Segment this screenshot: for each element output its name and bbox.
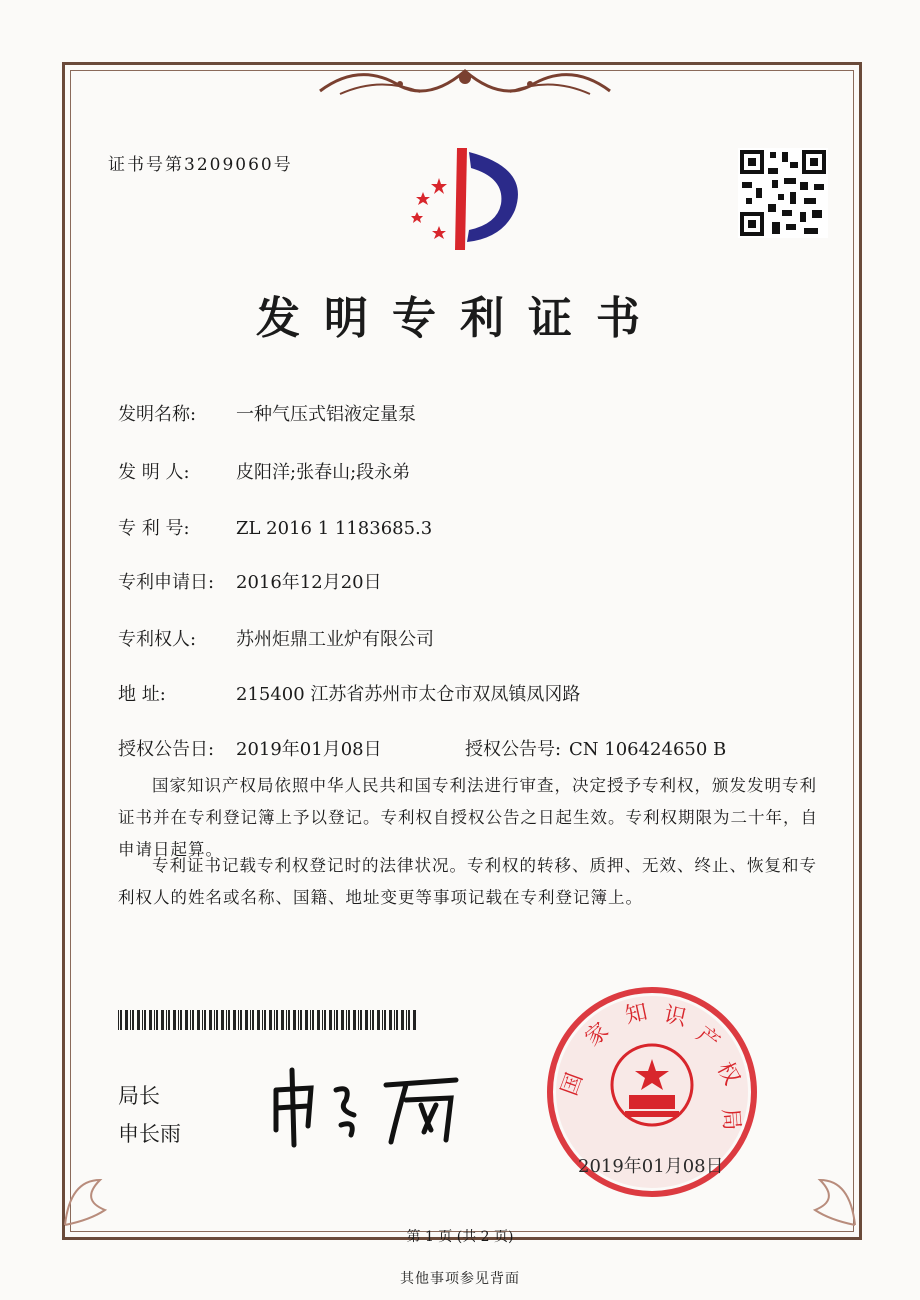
field-label: 发 明 人: bbox=[118, 462, 190, 483]
field-inventors bbox=[118, 458, 410, 484]
field-patent-number bbox=[118, 514, 432, 540]
field-label: 授权公告日: bbox=[118, 739, 215, 760]
barcode bbox=[118, 1010, 418, 1030]
paragraph-legal-status: 专利证书记载专利权登记时的法律状况。专利权的转移、质押、无效、终止、恢复和专利权人的姓名或名称、国籍、地址变更等事项记载在专利登记簿上。 bbox=[118, 856, 817, 907]
field-invention-name bbox=[118, 400, 416, 426]
patent-office-logo bbox=[395, 138, 525, 258]
document-title: 发明专利证书 bbox=[256, 293, 664, 344]
field-label: 地 址: bbox=[118, 684, 166, 705]
field-filing-date bbox=[118, 568, 382, 594]
svg-text:产: 产 bbox=[691, 1022, 725, 1056]
bottom-right-ornament bbox=[770, 1140, 860, 1230]
field-value: 皮阳洋;张春山;段永弟 bbox=[236, 462, 411, 483]
page-number: 第 1 页 (共 2 页) bbox=[406, 1229, 514, 1245]
field-value: CN 106424650 B bbox=[569, 739, 727, 760]
certificate-number: 证书号第3209060号 bbox=[108, 155, 293, 175]
paragraph-grant: 国家知识产权局依照中华人民共和国专利法进行审查，决定授予专利权，颁发发明专利证书并在专利登记簿上予以登记。专利权自授权公告之日起生效。专利权期限为二十年，自申请日起算。 bbox=[118, 776, 818, 859]
director-title: 局长 bbox=[118, 1084, 160, 1108]
svg-text:国: 国 bbox=[557, 1069, 589, 1100]
svg-text:知: 知 bbox=[623, 999, 650, 1029]
bottom-left-ornament bbox=[60, 1140, 150, 1230]
qr-code bbox=[738, 148, 828, 238]
field-grant-number bbox=[465, 735, 726, 761]
field-patentee bbox=[118, 625, 434, 651]
director-name: 申长雨 bbox=[118, 1122, 181, 1146]
svg-text:局: 局 bbox=[717, 1107, 744, 1132]
field-value: 苏州炬鼎工业炉有限公司 bbox=[236, 629, 434, 650]
svg-text:权: 权 bbox=[711, 1058, 745, 1090]
handwritten-signature bbox=[256, 1060, 476, 1150]
field-label: 专 利 号: bbox=[118, 518, 190, 539]
field-value: 一种气压式铝液定量泵 bbox=[236, 404, 416, 425]
field-value: 2019年01月08日 bbox=[236, 739, 382, 760]
field-label: 发明名称: bbox=[118, 404, 197, 425]
field-address bbox=[118, 680, 580, 706]
field-label: 授权公告号: bbox=[465, 739, 562, 760]
field-value: ZL 2016 1 1183685.3 bbox=[236, 518, 433, 539]
top-ornament bbox=[300, 56, 630, 106]
field-value: 2016年12月20日 bbox=[236, 572, 382, 593]
field-label: 专利权人: bbox=[118, 629, 197, 650]
field-label: 专利申请日: bbox=[118, 572, 215, 593]
svg-text:识: 识 bbox=[661, 1002, 689, 1032]
seal-date: 2019年01月08日 bbox=[578, 1156, 724, 1177]
field-value: 215400 江苏省苏州市太仓市双凤镇凤冈路 bbox=[236, 684, 581, 705]
footer-note: 其他事项参见背面 bbox=[400, 1271, 520, 1287]
svg-text:家: 家 bbox=[580, 1018, 614, 1052]
field-grant-date bbox=[118, 735, 382, 761]
